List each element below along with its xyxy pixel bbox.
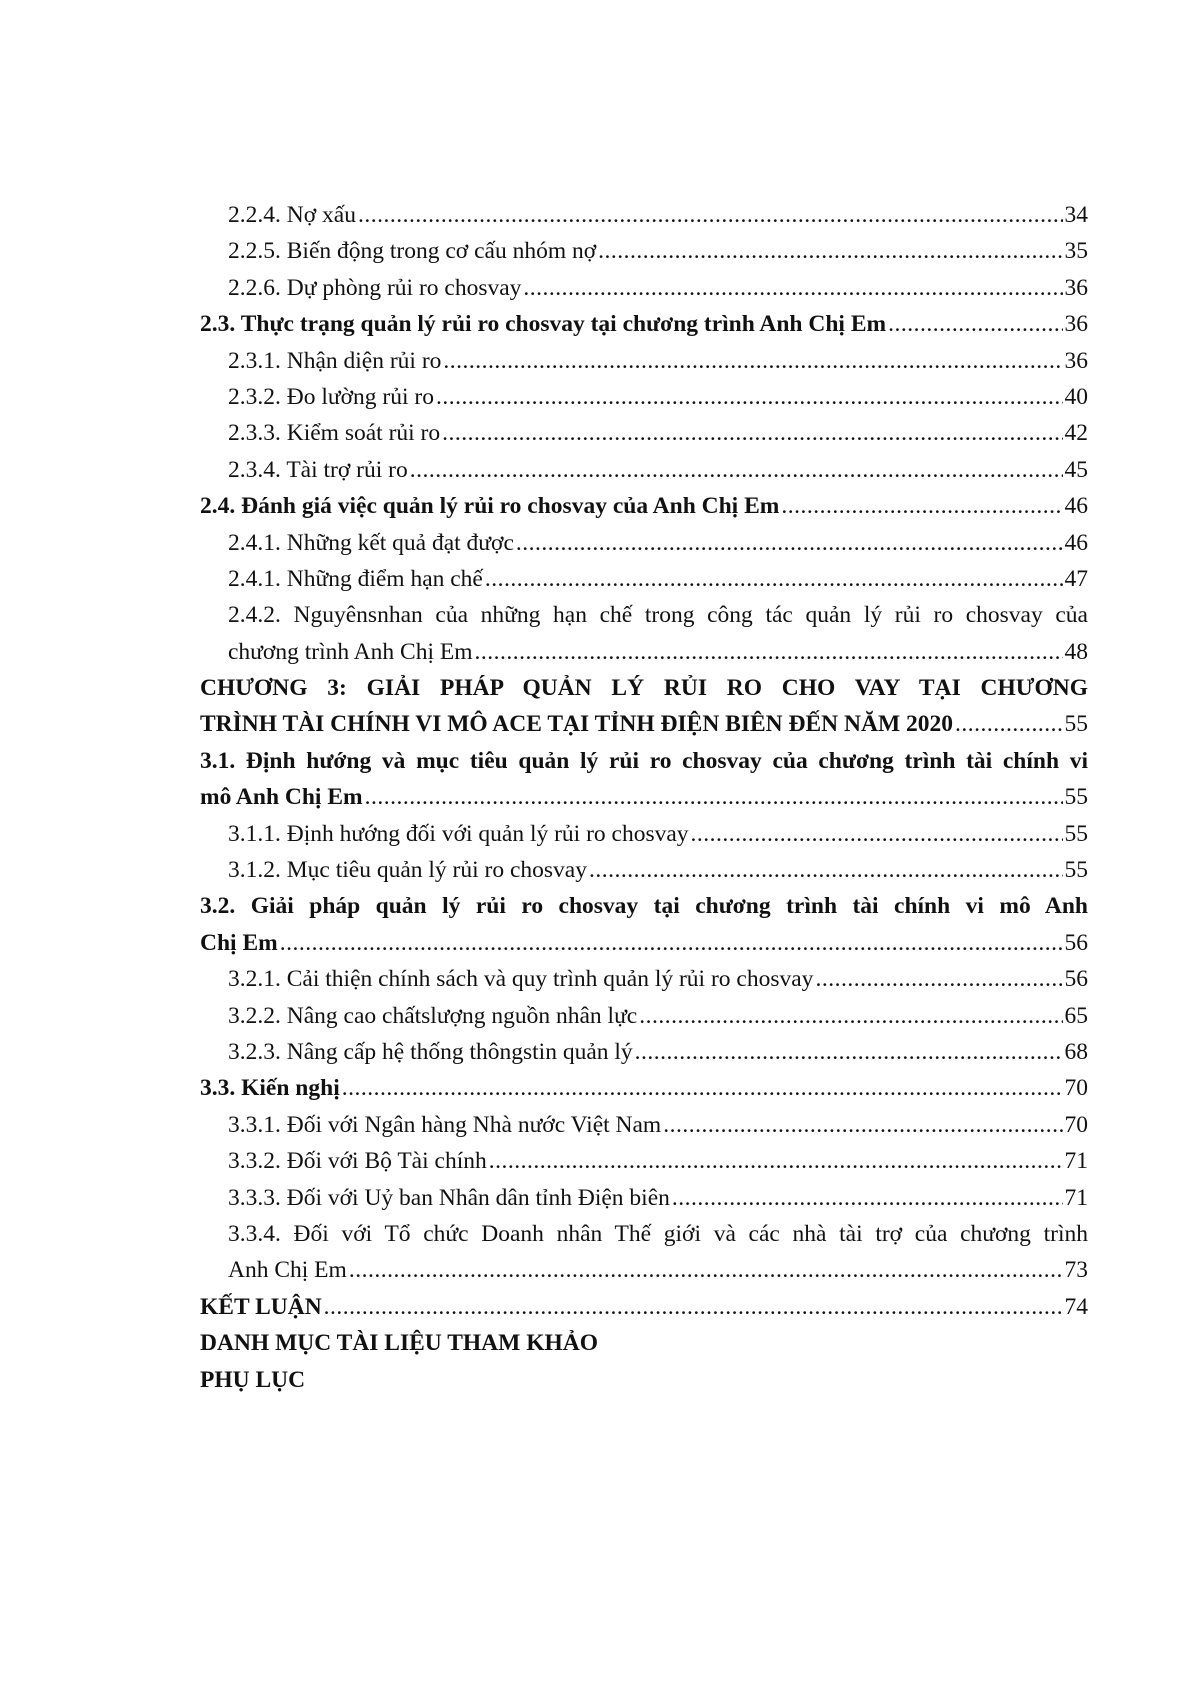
toc-leader-dots	[781, 488, 1062, 524]
toc-leader-dots	[410, 452, 1063, 488]
toc-leader-dots	[485, 561, 1063, 597]
toc-chapter-entry[interactable]	[200, 1289, 1088, 1325]
toc-entry-page: 40	[1064, 383, 1088, 410]
toc-section-entry[interactable]	[200, 306, 1088, 342]
toc-entry[interactable]	[200, 1252, 1088, 1288]
toc-entry-page: 35	[1064, 238, 1088, 265]
toc-entry-page: 36	[1064, 311, 1088, 338]
toc-leader-dots	[672, 1180, 1063, 1216]
toc-entry[interactable]	[200, 1180, 1088, 1216]
toc-entry-title: 2.3.1. Nhận diện rủi ro	[228, 347, 442, 374]
toc-entry-title: 3.1.1. Định hướng đối với quản lý rủi ro chosvay	[228, 820, 689, 847]
toc-entry-page: 71	[1064, 1148, 1088, 1175]
toc-section-entry[interactable]	[200, 488, 1088, 524]
toc-entry-title: Chị Em	[200, 929, 278, 956]
toc-entry-title: chương trình Anh Chị Em	[228, 638, 473, 665]
toc-section-first-line: 3.1. Định hướng và mục tiêu quản lý rủi ro chosvay của chương trình tài chính vi	[200, 747, 1088, 774]
toc-appendix-entry[interactable]: PHỤ LỤC	[200, 1366, 306, 1393]
toc-entry-title: mô Anh Chị Em	[200, 784, 363, 811]
toc-entry[interactable]	[200, 1034, 1088, 1070]
toc-leader-dots	[280, 925, 1063, 961]
toc-entry-title: 3.3.2. Đối với Bộ Tài chính	[228, 1148, 487, 1175]
toc-entry[interactable]	[200, 233, 1088, 269]
toc-entry-title: 2.3.3. Kiểm soát rủi ro	[228, 420, 441, 447]
toc-entry[interactable]	[200, 270, 1088, 306]
toc-entry-page: 48	[1064, 638, 1088, 665]
toc-entry-page: 55	[1064, 711, 1088, 738]
toc-entry-title: 3.3.1. Đối với Ngân hàng Nhà nước Việt Nam	[228, 1111, 662, 1138]
toc-entry[interactable]	[200, 634, 1088, 670]
toc-entry-page: 56	[1064, 929, 1088, 956]
toc-leader-dots	[324, 1289, 1063, 1325]
toc-entry-title: 2.2.5. Biến động trong cơ cấu nhóm nợ	[228, 238, 597, 265]
toc-entry-title: 2.3. Thực trạng quản lý rủi ro chosvay tại chương trình Anh Chị Em	[200, 311, 887, 338]
toc-leader-dots	[639, 998, 1062, 1034]
toc-leader-dots	[589, 852, 1063, 888]
toc-section-first-line: 3.2. Giải pháp quản lý rủi ro chosvay tại chương trình tài chính vi mô Anh	[200, 893, 1088, 920]
toc-entry-page: 36	[1064, 347, 1088, 374]
toc-section-entry[interactable]	[200, 925, 1088, 961]
toc-leader-dots	[365, 779, 1063, 815]
toc-entry[interactable]	[200, 816, 1088, 852]
toc-references-entry[interactable]: DANH MỤC TÀI LIỆU THAM KHẢO	[200, 1330, 599, 1357]
toc-entry-page: 65	[1064, 1002, 1088, 1029]
toc-leader-dots	[635, 1034, 1063, 1070]
toc-entry-page: 55	[1064, 857, 1088, 884]
toc-entry-page: 70	[1064, 1075, 1088, 1102]
toc-entry-title: 2.2.6. Dự phòng rủi ro chosvay	[228, 274, 522, 301]
toc-entry[interactable]	[200, 343, 1088, 379]
toc-entry-title: 2.3.2. Đo lường rủi ro	[228, 383, 434, 410]
toc-entry-title: 2.3.4. Tài trợ rủi ro	[228, 456, 408, 483]
toc-leader-dots	[443, 343, 1062, 379]
toc-leader-dots	[691, 816, 1063, 852]
toc-section-entry[interactable]	[200, 1070, 1088, 1106]
toc-leader-dots	[815, 961, 1062, 997]
toc-leader-dots	[888, 306, 1062, 342]
toc-entry[interactable]	[200, 525, 1088, 561]
toc-entry[interactable]	[200, 379, 1088, 415]
toc-entry-title: TRÌNH TÀI CHÍNH VI MÔ ACE TẠI TỈNH ĐIỆN BIÊN ĐẾN NĂM 2020	[200, 711, 953, 738]
toc-entry-page: 42	[1064, 420, 1088, 447]
toc-leader-dots	[442, 415, 1062, 451]
toc-entry-title: 3.3.3. Đối với Uỷ ban Nhân dân tỉnh Điện biên	[228, 1184, 670, 1211]
toc-leader-dots	[358, 197, 1063, 233]
toc-entry-page: 46	[1064, 529, 1088, 556]
toc-entry-title: 2.2.4. Nợ xấu	[228, 202, 356, 228]
toc-entry[interactable]	[200, 415, 1088, 451]
toc-entry-title: 3.1.2. Mục tiêu quản lý rủi ro chosvay	[228, 857, 587, 884]
toc-chapter-entry[interactable]	[200, 706, 1088, 742]
toc-entry-first-line: 3.3.4. Đối với Tổ chức Doanh nhân Thế giới và các nhà tài trợ của chương trình	[228, 1220, 1088, 1247]
toc-leader-dots	[516, 525, 1063, 561]
toc-leader-dots	[489, 1143, 1063, 1179]
toc-entry-page: 46	[1064, 493, 1088, 520]
toc-entry-page: 36	[1064, 274, 1088, 301]
toc-entry-title: KẾT LUẬN	[200, 1293, 322, 1320]
toc-entry[interactable]	[200, 1107, 1088, 1143]
toc-entry-title: 2.4.1. Những điểm hạn chế	[228, 565, 483, 592]
toc-entry-page: 56	[1064, 966, 1088, 993]
toc-entry[interactable]	[200, 452, 1088, 488]
toc-entry-title: 3.2.2. Nâng cao chấtslượng nguồn nhân lực	[228, 1002, 638, 1029]
toc-entry-page: 68	[1064, 1038, 1088, 1065]
toc-chapter-first-line: CHƯƠNG 3: GIẢI PHÁP QUẢN LÝ RỦI RO CHO VAY TẠI CHƯƠNG	[200, 675, 1088, 702]
toc-entry-page: 55	[1064, 820, 1088, 847]
toc-leader-dots	[436, 379, 1063, 415]
toc-entry-page: 34	[1064, 202, 1088, 228]
toc-leader-dots	[475, 634, 1063, 670]
toc-entry-page: 71	[1064, 1184, 1088, 1211]
toc-entry[interactable]	[200, 197, 1088, 233]
toc-entry-page: 74	[1064, 1293, 1088, 1320]
toc-entry-first-line: 2.4.2. Nguyênsnhan của những hạn chế trong công tác quản lý rủi ro chosvay của	[228, 602, 1088, 629]
toc-entry-title: 3.2.1. Cải thiện chính sách và quy trình quản lý rủi ro chosvay	[228, 966, 814, 993]
toc-leader-dots	[663, 1107, 1062, 1143]
toc-entry-title: Anh Chị Em	[228, 1257, 347, 1284]
toc-leader-dots	[955, 706, 1063, 742]
toc-entry-title: 3.3. Kiến nghị	[200, 1075, 340, 1102]
toc-leader-dots	[349, 1252, 1063, 1288]
toc-entry-title: 2.4.1. Những kết quả đạt được	[228, 529, 514, 556]
toc-entry-page: 45	[1064, 456, 1088, 483]
toc-entry-page: 73	[1064, 1257, 1088, 1284]
toc-entry-page: 55	[1064, 784, 1088, 811]
toc-entry[interactable]	[200, 561, 1088, 597]
toc-entry[interactable]	[200, 961, 1088, 997]
toc-entry[interactable]	[200, 998, 1088, 1034]
toc-leader-dots	[342, 1070, 1063, 1106]
table-of-contents	[200, 197, 1088, 1398]
toc-section-entry[interactable]	[200, 779, 1088, 815]
toc-entry[interactable]	[200, 852, 1088, 888]
toc-entry-page: 70	[1064, 1111, 1088, 1138]
toc-entry-title: 3.2.3. Nâng cấp hệ thống thôngstin quản lý	[228, 1038, 633, 1065]
toc-entry-page: 47	[1064, 565, 1088, 592]
toc-leader-dots	[598, 233, 1062, 269]
toc-entry-title: 2.4. Đánh giá việc quản lý rủi ro chosvay của Anh Chị Em	[200, 493, 780, 520]
toc-leader-dots	[523, 270, 1062, 306]
toc-entry[interactable]	[200, 1143, 1088, 1179]
